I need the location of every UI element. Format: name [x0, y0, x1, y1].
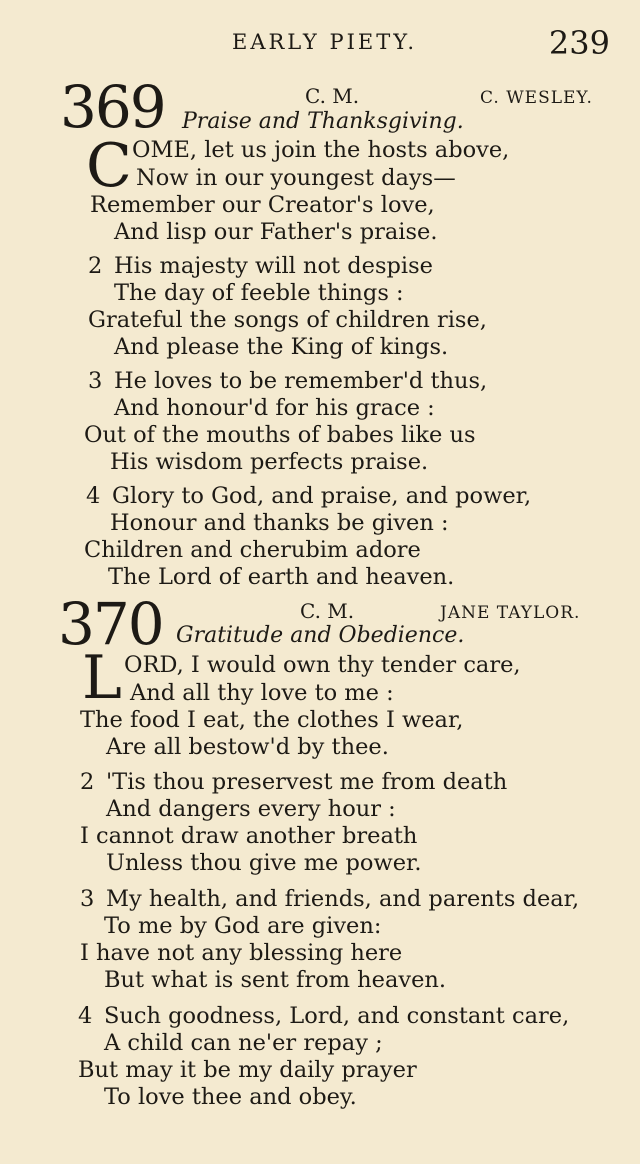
verse-line: 2 His majesty will not despise	[88, 253, 433, 279]
verse-number: 4	[78, 1003, 93, 1029]
verse-line: To me by God are given:	[104, 913, 382, 939]
verse-line: 2 'Tis thou preservest me from death	[80, 769, 508, 795]
hymn-meter: C. M.	[305, 84, 360, 108]
verse-line: 4 Such goodness, Lord, and constant care,	[78, 1003, 570, 1029]
verse-line: Grateful the songs of children rise,	[88, 307, 487, 333]
verse-number: 4	[86, 483, 101, 509]
verse-line: Unless thou give me power.	[106, 850, 422, 876]
verse-line: 3 He loves to be remember'd thus,	[88, 368, 488, 394]
drop-cap: C	[86, 131, 132, 201]
verse-line: OME, let us join the hosts above,	[132, 137, 510, 163]
verse-line: I have not any blessing here	[80, 940, 403, 966]
verse-line: But what is sent from heaven.	[104, 967, 447, 993]
verse-line: Are all bestow'd by thee.	[106, 734, 389, 760]
verse-line: And dangers every hour :	[106, 796, 396, 822]
verse-line: And lisp our Father's praise.	[114, 219, 438, 245]
running-title: EARLY PIETY.	[232, 30, 418, 54]
verse-line: I cannot draw another breath	[80, 823, 418, 849]
verse-line: Children and cherubim adore	[84, 537, 421, 563]
hymn-author: C. WESLEY.	[480, 88, 593, 108]
verse-line: Out of the mouths of babes like us	[84, 422, 476, 448]
verse-line: The food I eat, the clothes I wear,	[80, 707, 464, 733]
verse-line: A child can ne'er repay ;	[104, 1030, 383, 1056]
hymn-subtitle: Gratitude and Obedience.	[176, 623, 465, 648]
verse-number: 2	[80, 769, 95, 795]
hymn-author: JANE TAYLOR.	[440, 603, 581, 623]
hymn-number: 370	[58, 590, 163, 658]
verse-number: 2	[88, 253, 103, 279]
verse-line: His wisdom perfects praise.	[110, 449, 429, 475]
verse-line: Now in our youngest days—	[136, 165, 456, 191]
verse-number: 3	[80, 886, 95, 912]
hymn-number: 369	[60, 73, 165, 141]
verse-line: But may it be my daily prayer	[78, 1057, 417, 1083]
verse-line: 4 Glory to God, and praise, and power,	[86, 483, 532, 509]
drop-cap: L	[82, 643, 122, 713]
verse-line: ORD, I would own thy tender care,	[124, 652, 521, 678]
verse-line: Remember our Creator's love,	[90, 192, 435, 218]
verse-number: 3	[88, 368, 103, 394]
verse-line: The day of feeble things :	[114, 280, 404, 306]
verse-line: The Lord of earth and heaven.	[108, 564, 455, 590]
verse-line: 3 My health, and friends, and parents dear,	[80, 886, 580, 912]
verse-line: And please the King of kings.	[114, 334, 449, 360]
hymn-meter: C. M.	[300, 599, 355, 623]
verse-line: And honour'd for his grace :	[114, 395, 435, 421]
verse-line: And all thy love to me :	[130, 680, 394, 706]
page-number: 239	[548, 24, 610, 62]
verse-line: To love thee and obey.	[104, 1084, 357, 1110]
verse-line: Honour and thanks be given :	[110, 510, 449, 536]
hymn-subtitle: Praise and Thanksgiving.	[182, 109, 464, 134]
